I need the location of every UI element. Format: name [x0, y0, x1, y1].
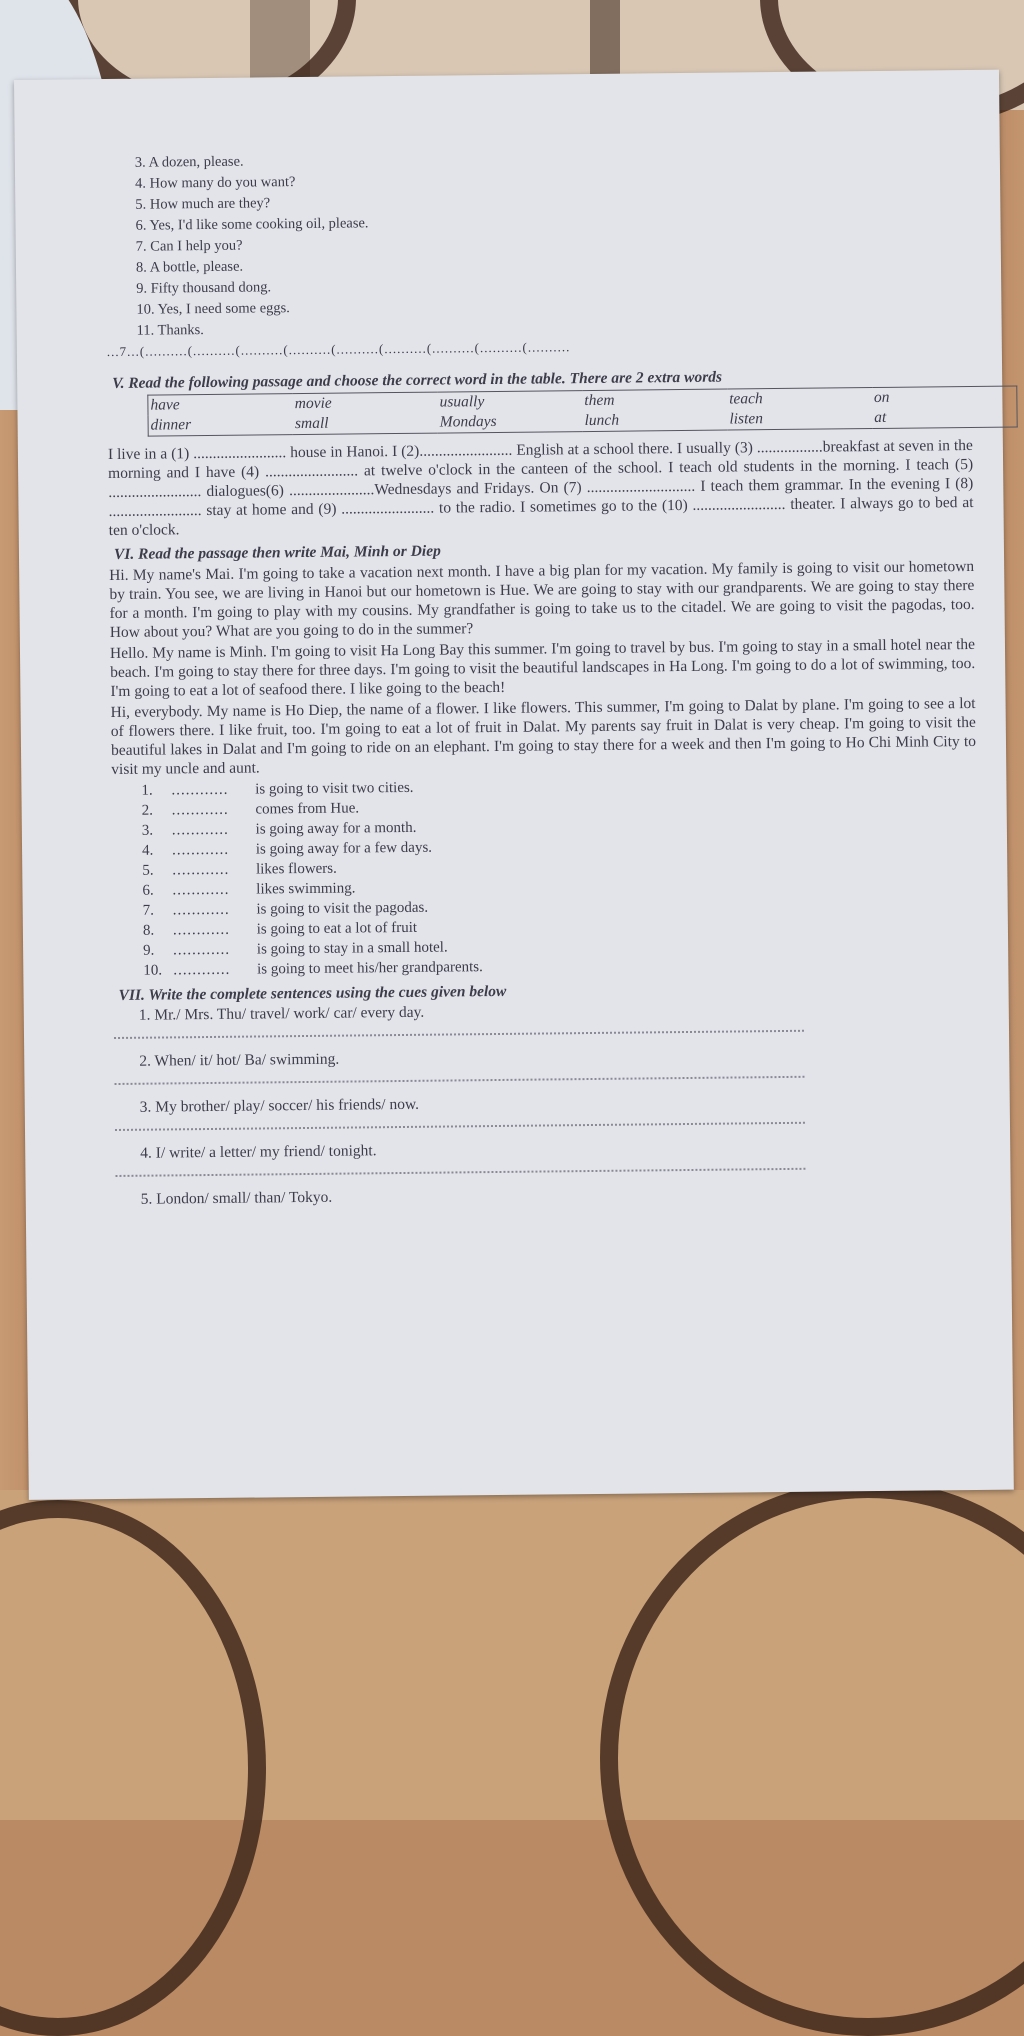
- question-text: likes flowers.: [255, 860, 337, 878]
- answer-dotted-line: [115, 1122, 805, 1131]
- answer-order-line: ...7...(..........(..........(..........(..........(..........(..........(..........(..........(..........: [106, 339, 571, 360]
- question-text: comes from Hue.: [255, 800, 360, 818]
- cue-sentence: 4. I/ write/ a letter/ my friend/ tonight.: [140, 1142, 377, 1162]
- answer-blank: ............: [172, 881, 230, 899]
- list-item: 5. How much are they?: [135, 195, 271, 213]
- cue-sentence: 5. London/ small/ than/ Tokyo.: [140, 1188, 333, 1208]
- list-item: 7. Can I help you?: [135, 237, 243, 255]
- question-number: 5.: [142, 862, 154, 879]
- answer-blank: ............: [173, 961, 231, 979]
- list-item: 3. A dozen, please.: [134, 153, 244, 171]
- section-6-title: VI. Read the passage then write Mai, Minh or Diep: [113, 542, 441, 563]
- section-7-title: VII. Write the complete sentences using the cues given below: [118, 982, 507, 1004]
- minh-paragraph: Hello. My name is Minh. I'm going to visit Ha Long Bay this summer. I'm going to travel by bus. I'm going to stay in a small hotel near the beach. I'm going to stay there for three days. I'm going to visit the beautiful landscapes in Ha Long. I'm going to do a lot of swimming, too. I'm going to eat a lot of seafood there. I like going to the beach!: [109, 635, 976, 701]
- question-number: 9.: [143, 942, 155, 959]
- question-text: is going to meet his/her grandparents.: [256, 959, 483, 978]
- mai-paragraph: Hi. My name's Mai. I'm going to take a vacation next month. I have a big plan for my vacation. My family is going to visit our hometown by train. You see, we are living in Hanoi but our hometown is Hue. We are going to stay with our grandparents. We are going to stay there for a month. I'm going to play with my cousins. My grandfather is going to take us to the citadel. We are going to visit the pagodas, too. How about you? What are you going to do in the summer?: [109, 557, 975, 642]
- word-cell: listen: [729, 410, 764, 428]
- word-cell: Mondays: [439, 412, 497, 431]
- worksheet-page: [14, 70, 1014, 1500]
- question-text: is going away for a month.: [255, 819, 417, 838]
- list-item: 9. Fifty thousand dong.: [136, 279, 272, 297]
- word-cell: have: [150, 396, 180, 414]
- question-number: 8.: [142, 922, 155, 939]
- cue-sentence: 2. When/ it/ hot/ Ba/ swimming.: [139, 1050, 340, 1070]
- word-cell: them: [584, 391, 615, 410]
- list-item: 11. Thanks.: [136, 322, 204, 339]
- answer-dotted-line: [115, 1076, 805, 1085]
- word-cell: movie: [294, 394, 332, 413]
- word-cell: on: [873, 388, 890, 407]
- word-cell: usually: [439, 393, 485, 411]
- answer-blank: ............: [172, 901, 230, 919]
- word-cell: lunch: [584, 411, 620, 430]
- question-text: likes swimming.: [256, 880, 356, 898]
- question-number: 3.: [141, 822, 154, 839]
- who-question-list: [141, 772, 978, 981]
- answer-dotted-line: [115, 1168, 805, 1177]
- word-cell: teach: [729, 390, 763, 408]
- list-item: 8. A bottle, please.: [135, 258, 244, 276]
- question-number: 6.: [142, 882, 154, 899]
- answer-blank: ............: [172, 921, 230, 939]
- answer-blank: ............: [173, 941, 231, 959]
- answer-blank: ............: [172, 861, 230, 879]
- worksheet-content: [90, 145, 981, 1209]
- answer-blank: ............: [171, 841, 230, 859]
- word-cell: at: [874, 408, 887, 427]
- question-number: 1.: [141, 782, 153, 799]
- answer-dotted-line: [114, 1030, 804, 1039]
- question-number: 4.: [141, 842, 154, 859]
- question-text: is going to visit two cities.: [255, 779, 414, 798]
- cue-sentence: 1. Mr./ Mrs. Thu/ travel/ work/ car/ every day.: [138, 1003, 425, 1024]
- list-item: 4. How many do you want?: [135, 174, 296, 192]
- diep-paragraph: Hi, everybody. My name is Ho Diep, the name of a flower. I like flowers. This summer, I'm going to Dalat by plane. I'm going to see a lot of flowers there. I like fruit, too. I'm going to eat a lot of fruit in Dalat. My parents say fruit in Dalat is very cheap. I'm going to visit the beautiful lakes in Dalat and I'm going to ride on an elephant. I'm going to stay there for a week and then I'm going to Ho Chi Minh City to visit my uncle and aunt.: [110, 694, 977, 779]
- list-item: 6. Yes, I'd like some cooking oil, please.: [135, 215, 369, 234]
- dialogue-list: [90, 145, 972, 340]
- answer-blank: ............: [171, 781, 229, 799]
- answer-blank: ............: [171, 801, 229, 819]
- word-cell: small: [294, 414, 329, 433]
- section-5-title: V. Read the following passage and choose the correct word in the table. There are 2 extra words: [112, 368, 723, 392]
- cue-sentence: 3. My brother/ play/ soccer/ his friends/ now.: [139, 1095, 420, 1116]
- question-number: 2.: [141, 802, 153, 819]
- question-number: 10.: [143, 962, 163, 979]
- section-5-passage: I live in a (1) ........................ house in Hanoi. I (2)........................ English at a school there. I usually (3) .................breakfast at seven in the morning and I have (4) ........................ at twelve o'clock in the canteen of the school. I teach old students in the morning. I teach (5) ........................ dialogues(6) ......................Wednesdays and Fridays. On (7) ............................ I teach them grammar. In the evening I (8) ........................ stay at home and (9) ........................ to the radio. I sometimes go to the (10) ........................ theater. I always go to bed at ten o'clock.: [107, 436, 974, 540]
- list-item: 10. Yes, I need some eggs.: [136, 300, 290, 318]
- question-text: is going away for a few days.: [255, 839, 433, 858]
- answer-blank: ............: [171, 821, 229, 839]
- word-cell: dinner: [150, 416, 192, 434]
- question-number: 7.: [142, 902, 155, 919]
- word-bank-table: [147, 386, 1017, 437]
- question-text: is going to visit the pagodas.: [256, 899, 429, 918]
- question-text: is going to stay in a small hotel.: [256, 939, 448, 958]
- question-text: is going to eat a lot of fruit: [256, 919, 418, 938]
